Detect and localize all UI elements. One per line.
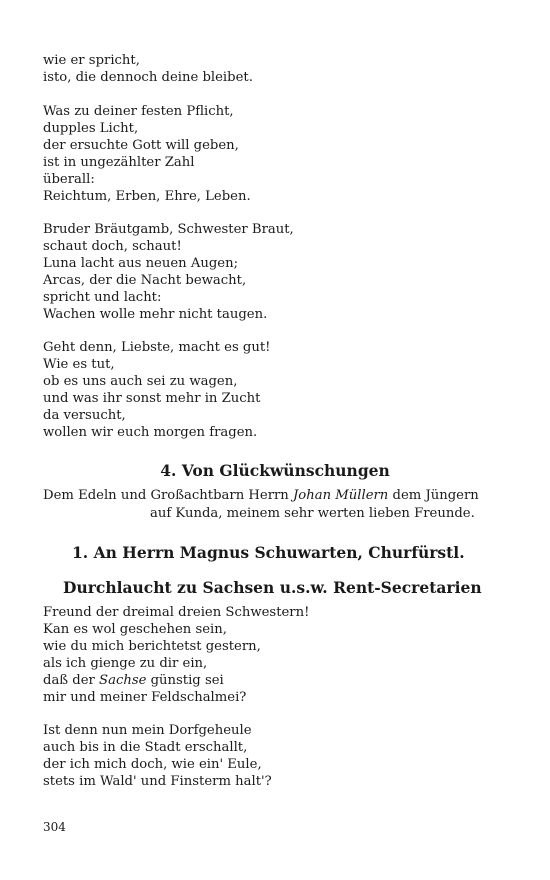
stanza (43, 604, 309, 706)
verse-text: daß der (43, 673, 100, 688)
verse-line: Wie es tut, (43, 357, 115, 372)
verse-line: Reichtum, Erben, Ehre, Leben. (43, 189, 251, 204)
verse-text: günstig sei (146, 673, 224, 688)
verse-line: Bruder Bräutgamb, Schwester Braut, (43, 222, 294, 237)
verse-line: Kan es wol geschehen sein, (43, 622, 227, 637)
dedication-text: Dem Edeln und Großachtbarn Herrn (43, 488, 293, 503)
verse-line: Arcas, der die Nacht bewacht, (43, 273, 247, 288)
dedication-line-2: auf Kunda, meinem sehr werten lieben Freunde. (150, 506, 475, 521)
verse-emphasis: Sachse (99, 673, 147, 688)
verse-line: mir und meiner Feldschalmei? (43, 690, 247, 705)
verse-line: und was ihr sonst mehr in Zucht (43, 391, 261, 406)
poem-title-line-1: 1. An Herrn Magnus Schuwarten, Churfürstl. (72, 543, 465, 562)
verse-line: wie er spricht, (43, 53, 140, 68)
stanza (43, 103, 251, 205)
verse-line: wollen wir euch morgen fragen. (43, 425, 258, 440)
verse-line: überall: (43, 172, 95, 187)
verse-line: wie du mich berichtetst gestern, (43, 639, 261, 654)
verse-line: dupples Licht, (43, 121, 139, 136)
verse-line: isto, die dennoch deine bleibet. (43, 70, 253, 85)
verse-line: Was zu deiner festen Pflicht, (43, 104, 234, 119)
verse-line: Freund der dreimal dreien Schwestern! (43, 605, 310, 620)
poem-title-line-2: Durchlaucht zu Sachsen u.s.w. Rent-Secretarien (63, 578, 482, 597)
verse-line: als ich gienge zu dir ein, (43, 656, 208, 671)
verse-line: Ist denn nun mein Dorfgeheule (43, 723, 252, 738)
stanza (43, 221, 294, 323)
verse-line: ob es uns auch sei zu wagen, (43, 374, 238, 389)
verse-line: da versucht, (43, 408, 126, 423)
verse-line: Luna lacht aus neuen Augen; (43, 256, 239, 271)
stanza (43, 52, 253, 86)
verse-line: Geht denn, Liebste, macht es gut! (43, 340, 271, 355)
stanza (43, 722, 272, 790)
dedication-text: dem Jüngern (388, 488, 479, 503)
verse-line: der ich mich doch, wie ein' Eule, (43, 757, 262, 772)
dedication-name: Johan Müllern (293, 488, 389, 503)
stanza (43, 339, 270, 441)
verse-line: auch bis in die Stadt erschallt, (43, 740, 248, 755)
dedication-line-1 (43, 487, 479, 504)
section-heading: 4. Von Glückwünschungen (160, 461, 390, 480)
verse-line: schaut doch, schaut! (43, 239, 182, 254)
verse-line: Wachen wolle mehr nicht taugen. (43, 307, 268, 322)
verse-line (43, 672, 309, 689)
verse-line: spricht und lacht: (43, 290, 162, 305)
verse-line: der ersuchte Gott will geben, (43, 138, 239, 153)
verse-line: stets im Wald' und Finsterm halt'? (43, 774, 272, 789)
verse-line: ist in ungezählter Zahl (43, 155, 195, 170)
page-number: 304 (43, 820, 66, 834)
